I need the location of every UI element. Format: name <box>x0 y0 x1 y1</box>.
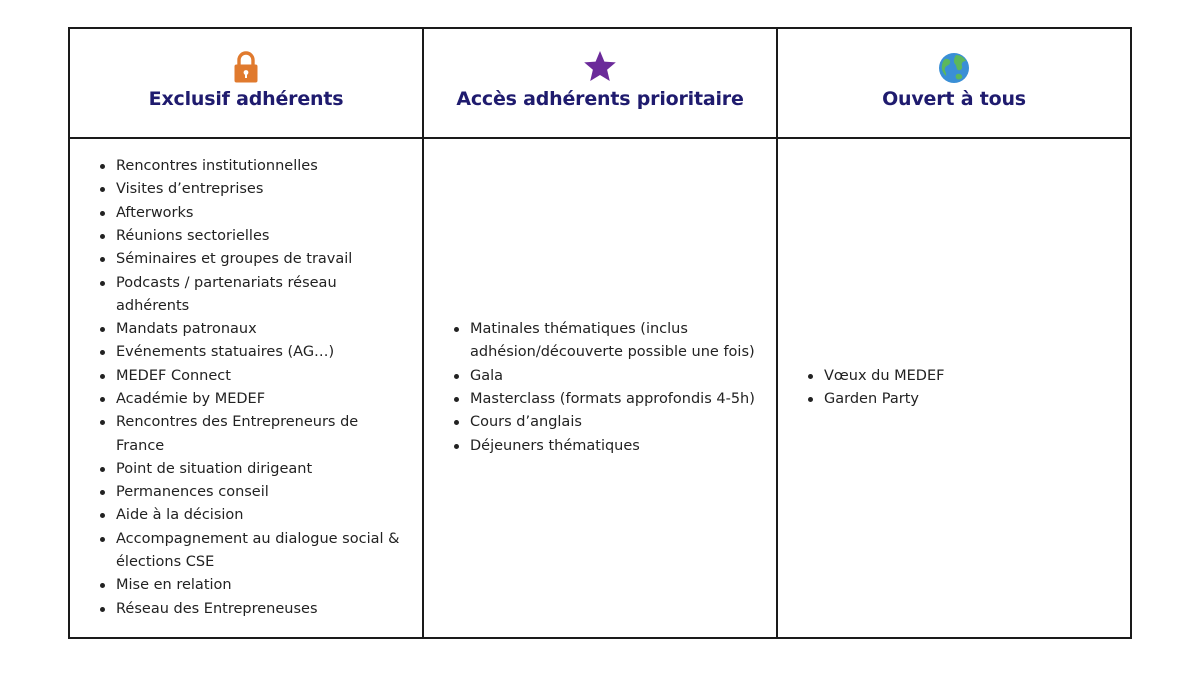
column-body-open <box>778 139 1130 637</box>
list-item: MEDEF Connect <box>100 365 400 388</box>
list-item: Mise en relation <box>100 574 400 597</box>
item-list <box>424 318 772 458</box>
column-body-exclusive <box>70 139 424 637</box>
list-item: Cours d’anglais <box>454 411 772 434</box>
item-list <box>70 155 400 621</box>
list-item: Garden Party <box>808 388 1108 411</box>
list-item: Masterclass (formats approfondis 4-5h) <box>454 388 772 411</box>
star-icon <box>582 49 618 85</box>
column-header-priority <box>424 29 778 139</box>
list-item: Académie by MEDEF <box>100 388 400 411</box>
list-item: Visites d’entreprises <box>100 178 400 201</box>
list-item: Podcasts / partenariats réseau adhérents <box>100 272 400 319</box>
list-item: Evénements statuaires (AG…) <box>100 341 400 364</box>
column-header-open <box>778 29 1130 139</box>
list-item: Point de situation dirigeant <box>100 458 400 481</box>
list-item: Matinales thématiques (inclus adhésion/découverte possible une fois) <box>454 318 772 365</box>
list-item: Rencontres institutionnelles <box>100 155 400 178</box>
globe-icon <box>936 49 972 85</box>
list-item: Réunions sectorielles <box>100 225 400 248</box>
list-item: Afterworks <box>100 202 400 225</box>
list-item: Réseau des Entrepreneuses <box>100 598 400 621</box>
list-item: Accompagnement au dialogue social & élections CSE <box>100 528 400 575</box>
column-header-exclusive <box>70 29 424 139</box>
list-item: Déjeuners thématiques <box>454 435 772 458</box>
column-title: Accès adhérents prioritaire <box>456 88 744 110</box>
list-item: Rencontres des Entrepreneurs de France <box>100 411 400 458</box>
item-list <box>778 365 1108 412</box>
list-item: Mandats patronaux <box>100 318 400 341</box>
list-item: Vœux du MEDEF <box>808 365 1108 388</box>
membership-table <box>68 27 1132 639</box>
list-item: Permanences conseil <box>100 481 400 504</box>
column-body-priority <box>424 139 778 637</box>
column-title: Ouvert à tous <box>882 88 1026 110</box>
lock-icon <box>228 49 264 85</box>
column-title: Exclusif adhérents <box>148 88 344 110</box>
list-item: Séminaires et groupes de travail <box>100 248 400 271</box>
list-item: Gala <box>454 365 772 388</box>
list-item: Aide à la décision <box>100 504 400 527</box>
